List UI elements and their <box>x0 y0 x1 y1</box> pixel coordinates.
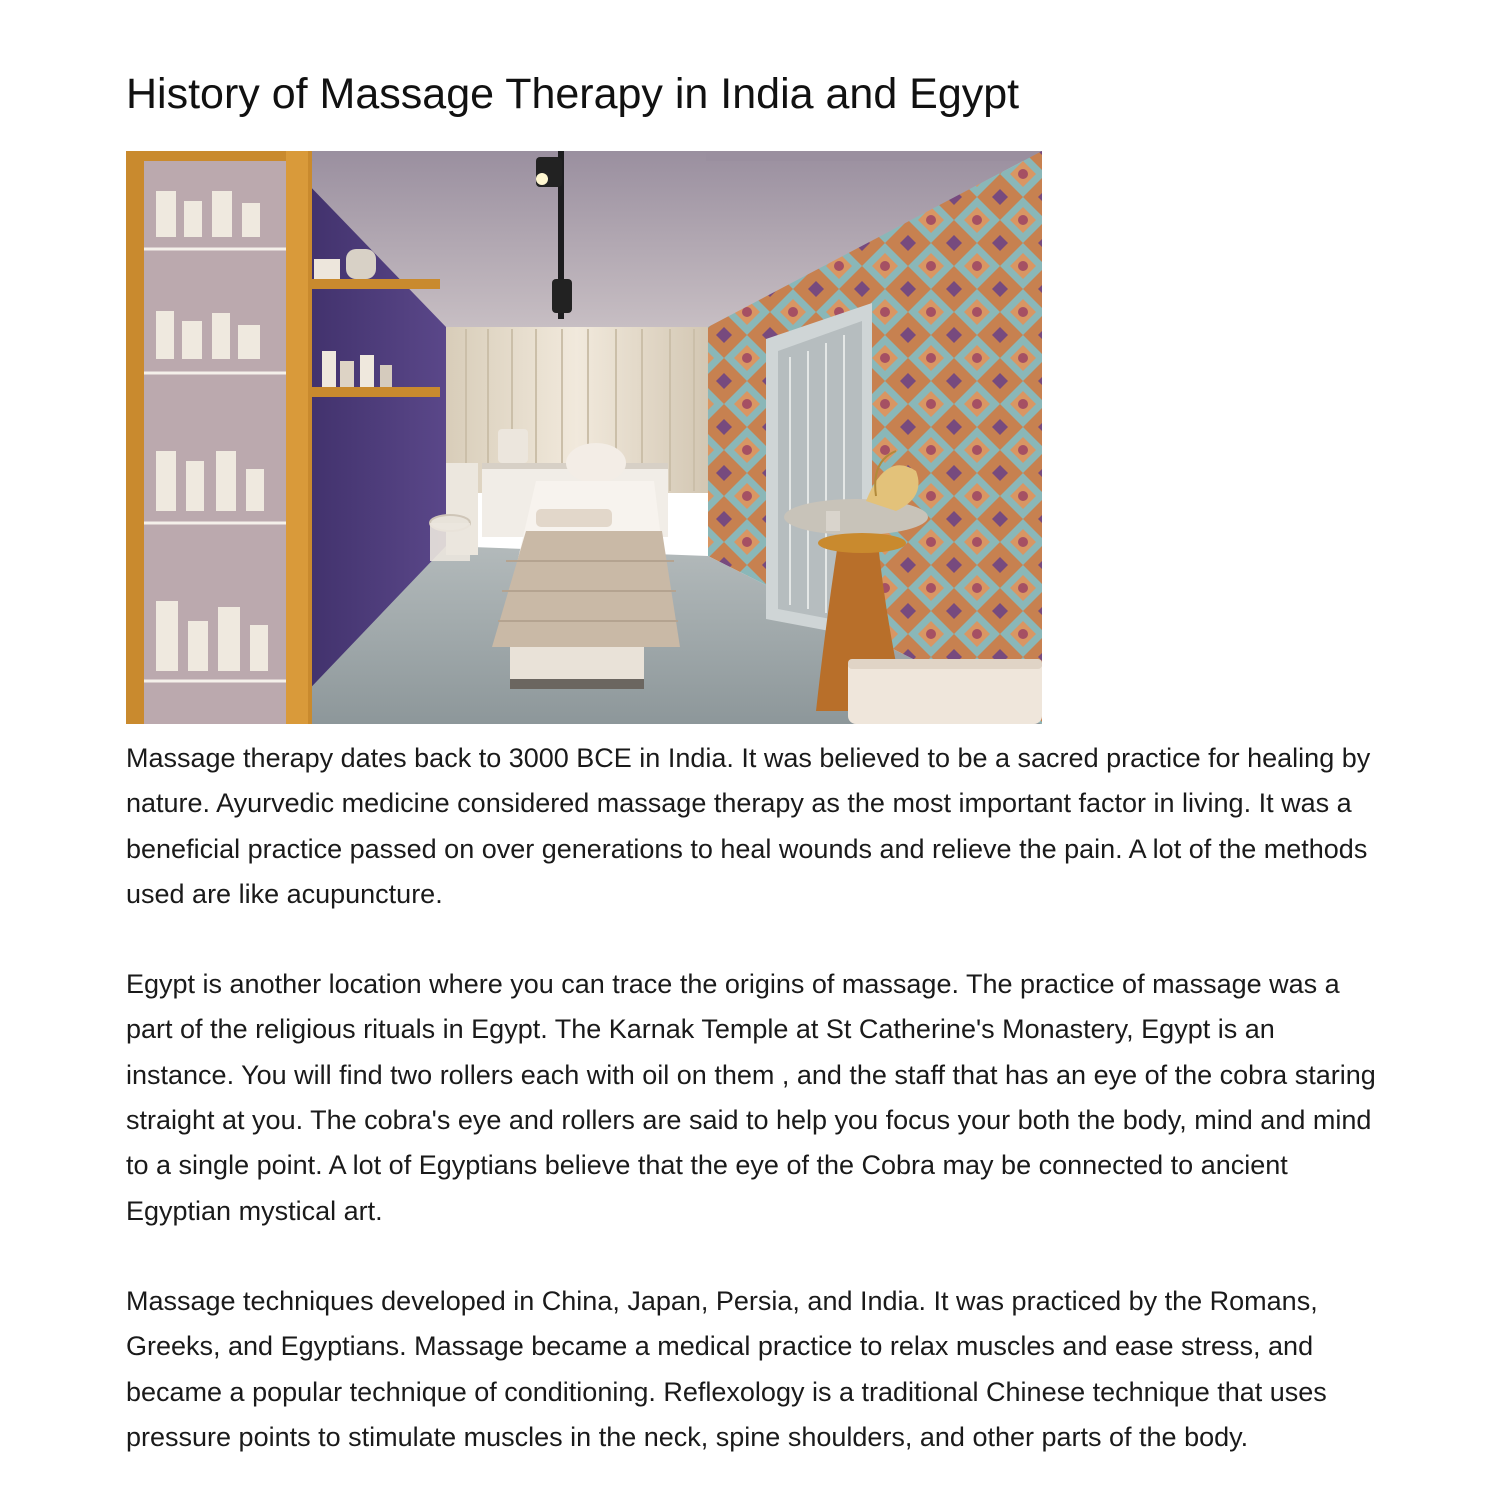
spa-room-illustration <box>126 151 1042 724</box>
article-body <box>126 736 1384 1505</box>
spa-room-photo <box>126 151 1042 724</box>
paragraph-india: Massage therapy dates back to 3000 BCE in India. It was believed to be a sacred practice for healing by nature. Ayurvedic medicine considered massage therapy as the most important factor in living. It was a beneficial practice passed on over generations to heal wounds and relieve the pain. A lot of the methods used are like acupuncture. <box>126 743 1371 909</box>
paragraph-techniques: Massage techniques developed in China, Japan, Persia, and India. It was practiced by the Romans, Greeks, and Egyptians. Massage became a medical practice to relax muscles and ease stress, and became a popular technique of conditioning. Reflexology is a traditional Chinese technique that uses pressure points to stimulate muscles in the neck, spine shoulders, and other parts of the body. <box>126 1285 1327 1452</box>
paragraph-egypt: Egypt is another location where you can trace the origins of massage. The practice of massage was a part of the religious rituals in Egypt. The Karnak Temple at St Catherine's Monastery, Egypt is an instance. You will find two rollers each with oil on them , and the staff that has an eye of the cobra staring straight at you. The cobra's eye and rollers are said to help you focus your both the body, mind and mind to a single point. A lot of Egyptians believe that the eye of the Cobra may be connected to ancient Egyptian mystical art. <box>126 969 1376 1226</box>
page-title: History of Massage Therapy in India and Egypt <box>126 70 1020 118</box>
